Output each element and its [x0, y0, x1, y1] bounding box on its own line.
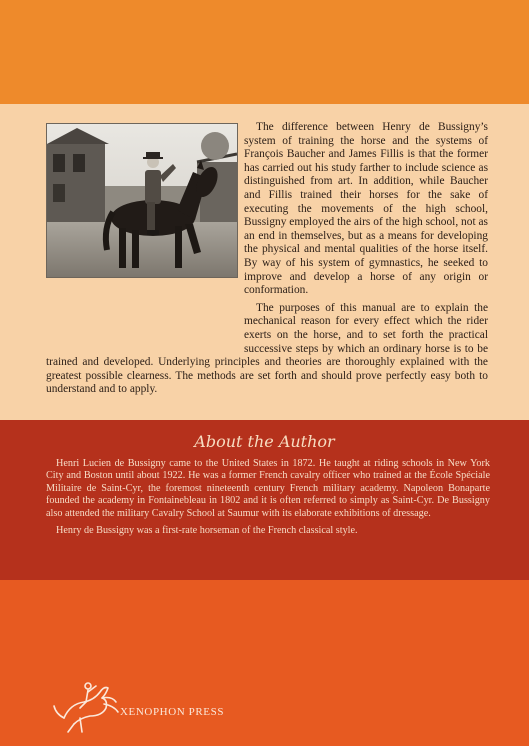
author-heading: About the Author	[194, 432, 335, 451]
description-paragraph-1: The difference between Henry de Bussigny’s system of training the horse and the systems of François Baucher and James Fillis is that the former has carried out his study farther to include science as distinguished from art. In addition, while Baucher and Fillis trained their horses for the sake of executing the movements of the high school, Bussigny employed the airs of the high school, not as an end in themselves, but as a means for developing the physical and mental qualities of the horse itself. By way of his system of gymnastics, he seeked to improve and develop a horse of any origin or conformation.	[244, 121, 488, 297]
author-text	[46, 458, 490, 542]
description-paragraph-2: The purposes of this manual are to explain the mechanical reason for every effect which the rider exerts on the horse, and to set forth the practical successive steps by which an ordinary horse is to be trained and developed. Underlying principles and theories are thoroughly explained with the greatest possible clearness. The methods are set forth and should prove perfectly easy both to understand and to apply.	[46, 301, 488, 396]
top-band	[0, 0, 529, 104]
author-paragraph-1: Henri Lucien de Bussigny came to the United States in 1872. He taught at riding schools in New York City and Boston until about 1922. He was a former French cavalry officer who trained at the École Spéciale Militaire de Saint-Cyr, the foremost nineteenth century French military academy. Napoleon Bonaparte founded the academy in Fontainebleau in 1802 and it is often referred to simply as Saint-Cyr. De Bussigny also attended the military Cavalry School at Saumur with its elaborate exhibitions of dressage.	[46, 458, 490, 519]
author-paragraph-2: Henry de Bussigny was a first-rate horseman of the French classical style.	[56, 525, 358, 537]
photo-spacer	[46, 121, 244, 349]
description-text	[46, 121, 488, 401]
publisher-name: XENOPHON PRESS	[120, 706, 225, 718]
